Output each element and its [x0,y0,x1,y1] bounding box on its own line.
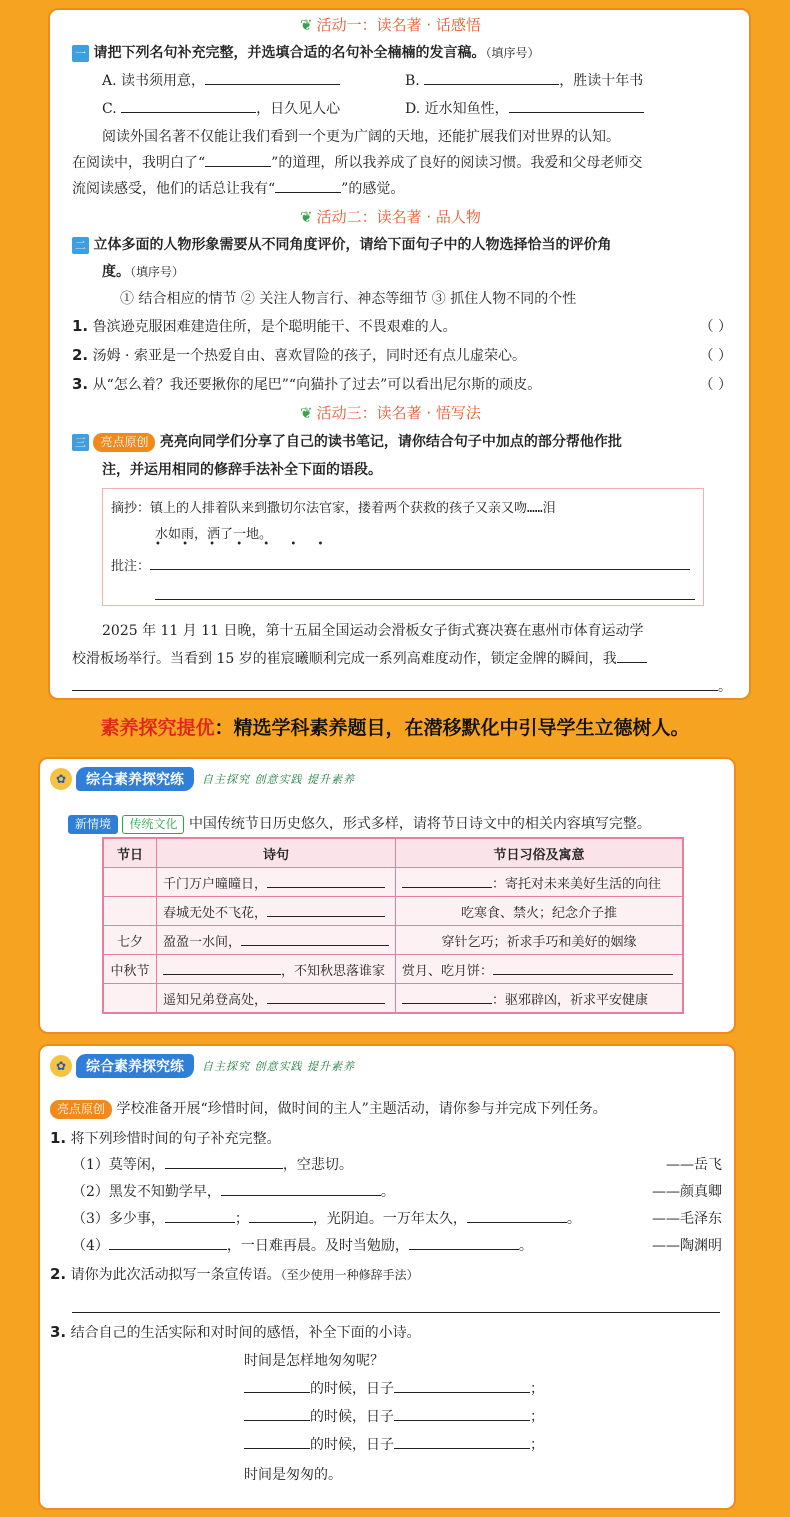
task-1: 1. 将下列珍惜时间的句子补充完整。 [50,1129,281,1147]
question-number-badge: 一 [72,45,89,62]
leaf-icon: ❦ [300,404,313,422]
festival-table [102,837,684,1014]
time-panel [38,1044,736,1510]
blank-line[interactable] [109,1235,227,1250]
task-2: 2. 请你为此次活动拟写一条宣传语。（至少使用一种修辞手法） [50,1265,419,1283]
question-2: 二 立体多面的人物形象需要从不同角度评价，请给下面句子中的人物选择恰当的评价角 [72,234,611,254]
section-title: ✿ 综合素养探究练 自主探究 创意实践 提升素养 [50,1054,355,1078]
leaf-icon: ❦ [300,208,313,226]
passage-line-2: 校滑板场举行。当看到 15 岁的崔宸曦顺利完成一系列高难度动作，锁定金牌的瞬间，我 [72,648,647,668]
festival-panel [38,757,736,1034]
blank-line[interactable] [244,1434,310,1449]
speech-line-3: 流阅读感受，他们的话总让我有“ ”的感觉。 [72,178,404,198]
blank-line[interactable] [165,1208,235,1223]
original-tag: 亮点原创 [93,433,155,452]
section-title: ✿ 综合素养探究练 自主探究 创意实践 提升素养 [50,767,355,791]
poem-last-line: 时间是匆匆的。 [244,1467,342,1483]
poem-first-line: 时间是怎样地匆匆呢？ [244,1353,384,1369]
question-1: 一 请把下列名句补充完整，并选填合适的名句补全楠楠的发言稿。（填序号） [72,42,539,62]
table-row: 春城无处不飞花， 吃寒食、禁火；纪念介子推 [103,897,683,926]
table-row: 遥知兄弟登高处， ：驱邪辟凶，祈求平安健康 [103,984,683,1014]
table-row: 千门万户曈曈日， ：寄托对未来美好生活的向往 [103,868,683,897]
task-3: 3. 结合自己的生活实际和对时间的感悟，补全下面的小诗。 [50,1323,421,1341]
excerpt-line-1: 摘抄：镇上的人排着队来到撒切尔法官家，搂着两个获救的孩子又亲又吻……泪 [111,501,556,516]
blank-line[interactable] [467,1208,567,1223]
blank-line[interactable] [394,1406,530,1421]
item-2: 2. 汤姆 · 索亚是一个热爱自由、喜欢冒险的孩子，同时还有点儿虚荣心。 （ ） [72,346,732,364]
passage-line-3: 。 [72,676,732,696]
table-row: 七夕 盈盈一水间， 穿针乞巧；祈求手巧和美好的姻缘 [103,926,683,955]
item-1: 1. 鲁滨逊克服困难建造住所，是个聪明能干、不畏艰难的人。 （ ） [72,317,732,335]
intro-row: 亮点原创 学校准备开展“珍惜时间，做时间的主人”主题活动，请你参与并完成下列任务。 [50,1098,607,1119]
blank-line[interactable] [244,1378,310,1393]
option-c: C. ，日久见人心 [102,98,340,118]
blank-line[interactable] [424,70,559,85]
quote-line-2: （2）黑发不知勤学早， 。 ——颜真卿 [72,1181,722,1201]
speech-line-1: 阅读外国名著不仅能让我们看到一个更为广阔的天地，还能扩展我们对世界的认知。 [102,129,620,145]
blank-line[interactable] [205,152,271,167]
blank-line[interactable] [249,1208,313,1223]
blank-line[interactable] [394,1378,530,1393]
slogan-row [72,1298,720,1317]
reading-note-box [102,488,704,606]
activity-3-heading: ❦ 活动三：读名著 · 悟写法 [300,404,481,422]
poem-line: 的时候，日子 ； [244,1434,544,1454]
blank-line[interactable] [493,960,673,975]
blank-line[interactable] [72,676,718,691]
activity-2-heading: ❦ 活动二：读名著 · 品人物 [300,208,481,226]
quote-line-1: （1）莫等闲， ，空悲切。 ——岳飞 [72,1154,722,1174]
leaf-icon: ❦ [300,16,313,34]
original-tag: 亮点原创 [50,1100,112,1119]
poem-line: 的时候，日子 ； [244,1406,544,1426]
intro-row: 新情境 传统文化 中国传统节日历史悠久，形式多样，请将节日诗文中的相关内容填写完整。 [68,813,651,834]
answer-paren[interactable]: （ ） [699,377,732,393]
blank-line[interactable] [267,989,385,1004]
mascot-icon: ✿ [50,768,72,790]
annotation-blank[interactable] [150,555,690,570]
blank-line[interactable] [165,1154,283,1169]
top-band [0,0,790,8]
annotation-row-2 [155,585,695,604]
question-number-badge: 二 [72,237,89,254]
blank-line[interactable] [221,1181,381,1196]
blank-line[interactable] [241,931,389,946]
poem-line: 的时候，日子 ； [244,1378,544,1398]
speech-line-2: 在阅读中，我明白了“ ”的道理，所以我养成了良好的阅读习惯。我爱和父母老师交 [72,152,642,172]
option-b: B. ，胜读十年书 [405,70,643,90]
answer-paren[interactable]: （ ） [699,348,732,364]
blank-line[interactable] [509,98,644,113]
question-2-cont: 度。（填序号） [102,264,185,280]
blank-line[interactable] [121,98,256,113]
blank-line[interactable] [267,902,385,917]
blank-line[interactable] [409,1235,519,1250]
question-3-cont: 注，并运用相同的修辞手法补全下面的语段。 [102,462,382,478]
question-3: 三 亮点原创 亮亮向同学们分享了自己的读书笔记，请你结合句子中加点的部分帮他作批 [72,431,622,452]
option-a: A. 读书须用意， [102,70,340,90]
table-header: 节日 诗句 节日习俗及寓意 [103,838,683,868]
slogan-blank[interactable] [72,1298,720,1313]
blank-line[interactable] [275,178,341,193]
annotation-row: 批注： [111,555,690,574]
table-row: 中秋节 ，不知秋思落谁家 赏月、吃月饼： [103,955,683,984]
blank-line[interactable] [394,1434,530,1449]
quote-line-3: （3）多少事， ； ，光阴迫。一万年太久， 。 ——毛泽东 [72,1208,722,1228]
activity-panel [48,8,751,700]
new-context-tag: 新情境 [68,815,118,834]
option-d: D. 近水知鱼性， [405,98,644,118]
blank-line[interactable] [617,648,647,663]
emphasis-dots: • • • • • • • [155,539,333,550]
mascot-icon: ✿ [50,1055,72,1077]
activity-1-heading: ❦ 活动一：读名著 · 话感悟 [300,16,481,34]
excerpt-line-2: 水如雨，洒了一地。 [155,527,273,542]
culture-tag: 传统文化 [122,815,184,834]
evaluation-options: ① 结合相应的情节 ② 关注人物言行、神态等细节 ③ 抓住人物不同的个性 [120,291,577,307]
answer-paren[interactable]: （ ） [699,319,732,335]
blank-line[interactable] [205,70,340,85]
item-3: 3. 从“怎么着？我还要揪你的尾巴”“向猫扑了过去”可以看出尼尔斯的顽皮。 （ ） [72,375,732,393]
blank-line[interactable] [244,1406,310,1421]
blank-line[interactable] [267,873,385,888]
passage-line-1: 2025 年 11 月 11 日晚，第十五届全国运动会滑板女子街式赛决赛在惠州市体育运动学 [102,623,644,639]
question-number-badge: 三 [72,434,89,451]
annotation-blank[interactable] [155,585,695,600]
blank-line[interactable] [163,960,281,975]
blank-line[interactable] [402,873,492,888]
blank-line[interactable] [402,989,492,1004]
section-headline: 素养探究提优：精选学科素养题目，在潜移默化中引导学生立德树人。 [100,717,690,739]
quote-line-4: （4） ，一日难再晨。及时当勉励， 。 ——陶渊明 [72,1235,722,1255]
